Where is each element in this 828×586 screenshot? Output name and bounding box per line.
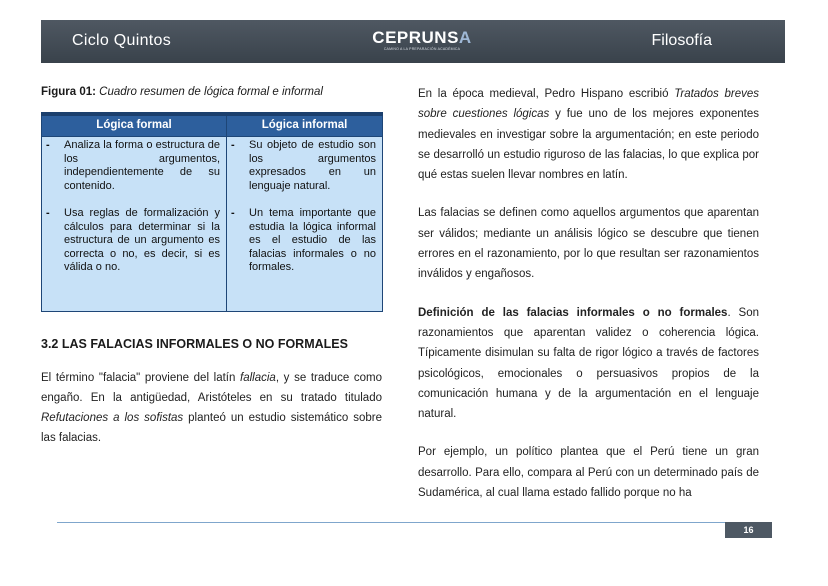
medieval-paragraph bbox=[418, 84, 759, 185]
figure-caption-text: Cuadro resumen de lógica formal e informal bbox=[99, 86, 323, 98]
formal-item-text: Analiza la forma o estructura de los argumentos, independientemente de su contenido. bbox=[64, 139, 220, 192]
fallacy-etymology-paragraph bbox=[41, 368, 382, 448]
text-run: En la época medieval, Pedro Hispano escribió bbox=[418, 88, 675, 100]
informal-item-text: Su objeto de estudio son los argumentos expresados en un lenguaje natural. bbox=[249, 139, 376, 192]
page-number-badge: 16 bbox=[725, 522, 772, 538]
text-run: , y se traduce como engaño. En la antigüedad, Aristóteles en su tratado titulado bbox=[41, 372, 382, 404]
treatise-title: Refutaciones a los sofistas bbox=[41, 412, 184, 424]
header-informal-logic: Lógica informal bbox=[227, 114, 383, 137]
footer-divider bbox=[57, 522, 725, 523]
text-run: . Son razonamientos que aparentan validez o coherencia lógica. Típicamente disimulan su falta de rigor lógico a través de factores psicológicos, emocionales o persuasivos propios de la comunicación humana y de la argumentación en el lenguaje natural. bbox=[418, 306, 759, 421]
logo-wordmark bbox=[372, 28, 472, 47]
book-title: Tratados breves sobre cuestiones lógicas bbox=[418, 88, 759, 121]
list-item bbox=[231, 139, 376, 193]
informal-logic-cell bbox=[227, 137, 383, 312]
right-column bbox=[418, 84, 759, 503]
logo-wordmark-accent: A bbox=[458, 28, 472, 47]
header-formal-logic: Lógica formal bbox=[42, 114, 227, 137]
definition-heading: Definición de las falacias informales o no formales bbox=[418, 306, 728, 319]
subject-label: Filosofía bbox=[651, 32, 712, 49]
page-header bbox=[41, 20, 785, 63]
logo-subtitle: CAMINO A LA PREPARACIÓN ACADÉMICA bbox=[383, 47, 461, 51]
list-item bbox=[46, 139, 220, 193]
text-run: planteó un estudio sistemático sobre las falacias. bbox=[41, 412, 382, 444]
section-title: 3.2 LAS FALACIAS INFORMALES O NO FORMALES bbox=[41, 337, 348, 351]
list-item bbox=[231, 207, 376, 275]
bullet-dash: - bbox=[231, 139, 235, 151]
logic-summary-table bbox=[41, 112, 383, 312]
table-header-row bbox=[42, 114, 383, 137]
formal-item-text: Usa reglas de formalización y cálculos para determinar si la estructura de un argumento es correcta o no, es decir, si es válida o no. bbox=[64, 207, 220, 273]
informal-item-text: Un tema importante que estudia la lógica informal es el estudio de las falacias informales o no formales. bbox=[249, 207, 376, 273]
text-run: y fue uno de los mejores exponentes medievales en investigar sobre la argumentación; en este periodo se desarrolló un estudio riguroso de las falacias, lo que explica por qué estas suelen llevar nombres en latín. bbox=[418, 108, 759, 182]
bullet-dash: - bbox=[231, 207, 235, 219]
latin-term: fallacia bbox=[240, 372, 276, 384]
bullet-dash: - bbox=[46, 207, 50, 219]
cepruns-logo bbox=[372, 28, 472, 52]
left-column bbox=[41, 84, 382, 448]
figure-caption bbox=[41, 84, 382, 100]
course-cycle-label: Ciclo Quintos bbox=[72, 32, 172, 49]
bullet-dash: - bbox=[46, 139, 50, 151]
fallacy-definition-paragraph: Las falacias se definen como aquellos argumentos que aparentan ser válidos; mediante un análisis lógico se descubre que tienen errores en el razonamiento, por lo que resultan ser razonamientos inválidos y engañosos. bbox=[418, 207, 759, 281]
table-body-row bbox=[42, 137, 383, 312]
text-run: El término "falacia" proviene del latín bbox=[41, 372, 241, 384]
figure-caption-label: Figura 01: bbox=[41, 86, 96, 98]
formal-logic-cell bbox=[42, 137, 227, 312]
example-paragraph: Por ejemplo, un político plantea que el Perú tiene un gran desarrollo. Para ello, compara al Perú con un determinado país de Sudamérica, al cual llama estado fallido porque no ha bbox=[418, 446, 759, 500]
list-item bbox=[46, 207, 220, 275]
logo-wordmark-main: CEPRUNS bbox=[372, 28, 459, 47]
informal-fallacy-definition-paragraph bbox=[418, 303, 759, 425]
